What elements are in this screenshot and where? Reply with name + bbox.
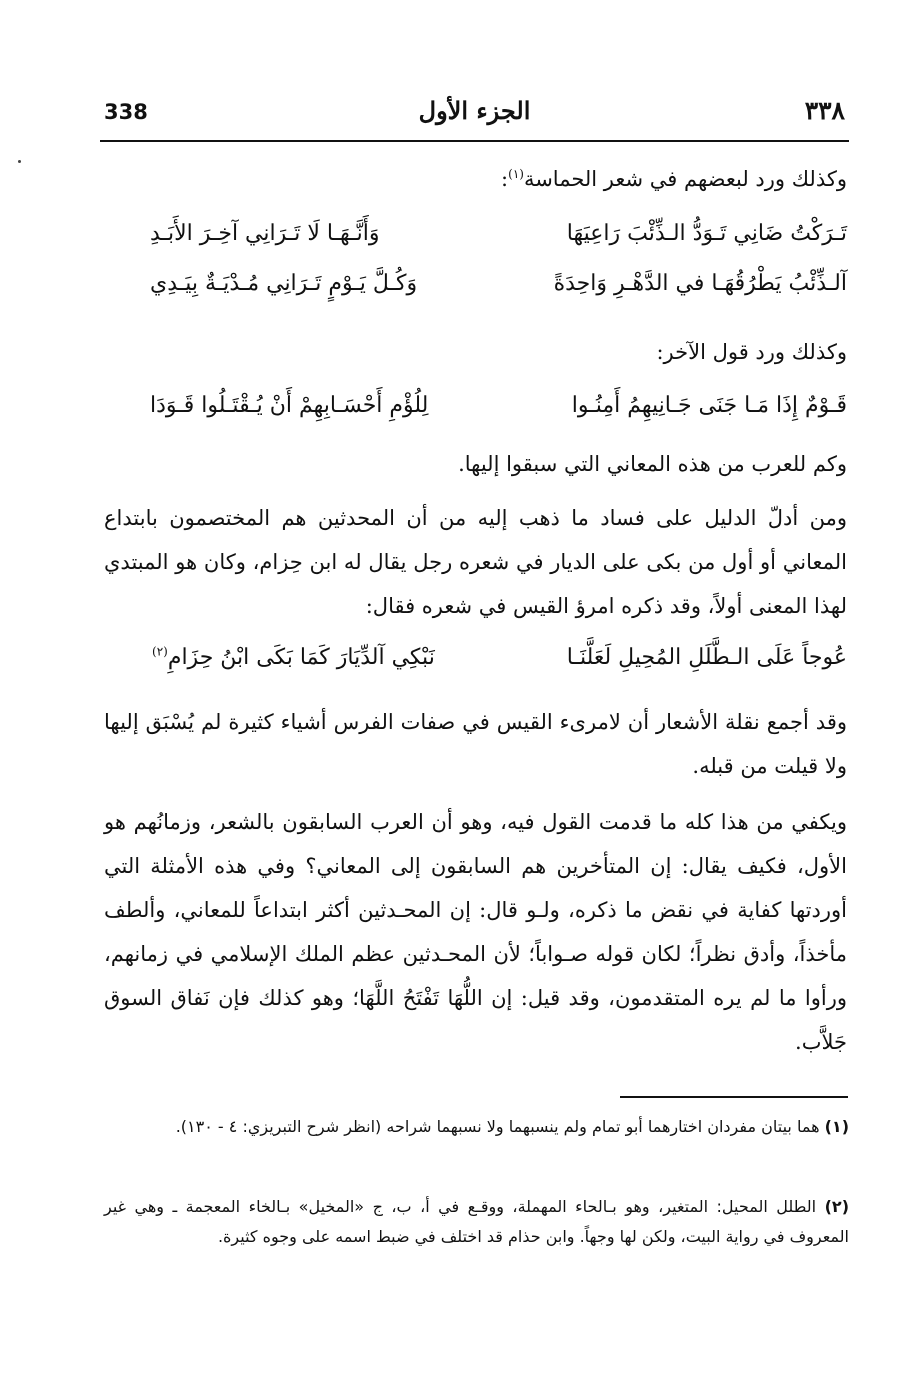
intro-1-colon: : — [501, 167, 509, 191]
footnote-text: هما بيتان مفردان اختارهما أبو تمام ولم ينسبهما ولا نسبهما شراحه (انظر شرح التبريزي: ٤ - ١٣٠). — [175, 1117, 820, 1136]
page-header — [100, 92, 849, 138]
verse-line — [150, 384, 847, 428]
intro-line-1 — [104, 157, 847, 201]
paragraph-text: ويكفي من هذا كله ما قدمت القول فيه، وهو أن العرب السابقون بالشعر، وزمانُهم هو الأول، فكيف يقال: إن المتأخرين هم السابقون إلى المعاني؟ وفي هذه الأمثلة التي أوردتها كفاية في نقض ما ذكره، ولـو قال: إن المحـدثين أكثر ابتداعاً للمعاني، وألطف مأخذاً، وأدق نظراً؛ لكان قوله صـواباً؛ لأن المحـدثين عظم الملك الإسلامي في زمانهم، ورأوا ما لم يره المتقدمون، وقد قيل: إن اللُّهَا تَفْتَحُ اللَّهَا؛ وهو كذلك فإن نَفاق السوق جَلاَّب. — [104, 810, 847, 1054]
footnote — [104, 1192, 849, 1252]
verse-second-hemistich: لِلُؤْمِ أَحْسَـابِهِمْ أَنْ يُـقْتَـلُوا قَـوَدَا — [150, 393, 429, 418]
running-title: الجزء الأول — [418, 96, 531, 125]
footnote — [104, 1112, 849, 1142]
verse-first-hemistich: قَـوْمٌ إِذَا مَـا جَنَى جَـانِيهِمُ أَمِنُـوا — [571, 393, 847, 418]
footnote-ref-1[interactable]: (١) — [508, 167, 524, 181]
header-rule — [100, 140, 849, 142]
page-number-latin: 338 — [104, 100, 148, 124]
verse-first-hemistich: آلـذِّئْبُ يَطْرُقُهَـا في الدَّهْـرِ وَاحِدَةً — [553, 271, 847, 296]
verse-second-hemistich — [152, 636, 435, 680]
intro-1-text: وكذلك ورد لبعضهم في شعر الحماسة — [523, 167, 847, 191]
verse-first-hemistich: تَـرَكْتُ ضَانِي تَـوَدُّ الـذِّئْبَ رَاعِيَهَا — [566, 221, 847, 246]
footnote-rule — [620, 1096, 848, 1098]
verse-second-hemistich: وَكُـلَّ يَـوْمٍ تَـرَانِي مُـدْيَـةٌ بِيَـدِي — [150, 271, 418, 296]
verse-first-hemistich: عُوجاً عَلَى الـطَّلَلِ المُحِيلِ لَعَلَّنَـا — [566, 645, 847, 670]
page-number-arabic: ٣٣٨ — [804, 96, 845, 125]
verse-second-text: نَبْكِي آلدِّيَارَ كَمَا بَكَى ابْنُ حِزَامِ — [167, 645, 435, 670]
paragraph — [104, 800, 847, 1064]
footnote-text: الطلل المحيل: المتغير، وهو بـالحاء المهملة، ووقـع في أ، ب، ج «المخيل» بـالخاء المعجمة ـ وهي غير المعروف في رواية البيت، ولكن لها وجهاً. وابن حذام قد اختلف في ضبط اسمه على وجوه كثيرة. — [104, 1197, 849, 1246]
paragraph: وكم للعرب من هذه المعاني التي سبقوا إليها. — [458, 452, 847, 476]
verse-line — [150, 212, 847, 256]
scan-speck — [18, 160, 21, 163]
verse-line — [152, 636, 847, 680]
footnote-number: (١) — [824, 1117, 849, 1136]
footnote-number: (٢) — [824, 1197, 849, 1216]
paragraph — [104, 496, 847, 628]
paragraph-text: ومن أدلّ الدليل على فساد ما ذهب إليه من أن المحدثين هم المختصمون بابتداع المعاني أو أول من بكى على الديار في شعره رجل يقال له ابن حِزام، وكان هو المبتدي لهذا المعنى أولاً، وقد ذكره امرؤ القيس في شعره فقال: — [104, 506, 847, 618]
paragraph-text: وقد أجمع نقلة الأشعار أن لامرىء القيس في صفات الفرس أشياء كثيرة لم يُسْبَق إليها ولا قيلت من قبله. — [104, 710, 847, 778]
paragraph — [104, 700, 847, 788]
verse-second-hemistich: وَأَنَّـهَـا لَا تَـرَانِي آخِـرَ الأَبَـدِ — [150, 221, 380, 246]
verse-line — [150, 262, 847, 306]
footnote-ref-2[interactable]: (٢) — [152, 644, 168, 659]
intro-line-2: وكذلك ورد قول الآخر: — [656, 340, 847, 364]
